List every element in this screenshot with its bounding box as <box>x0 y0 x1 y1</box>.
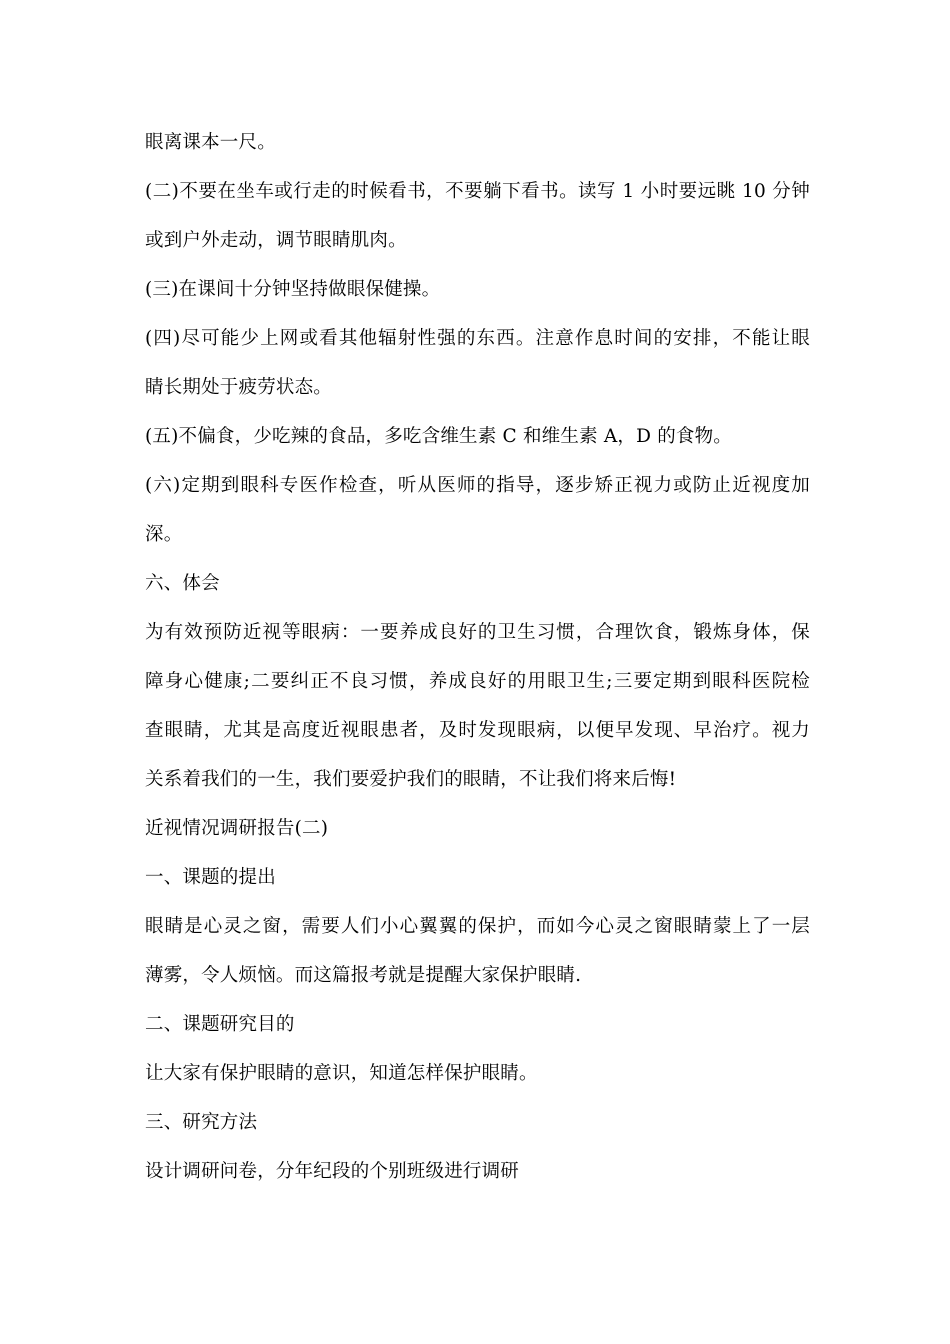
text-line: (二)不要在坐车或行走的时候看书，不要躺下看书。读写 1 小时要远眺 10 分钟 <box>145 181 810 202</box>
text-line: (三)在课间十分钟坚持做眼保健操。 <box>145 279 441 300</box>
text-line: 障身心健康;二要纠正不良习惯，养成良好的用眼卫生;三要定期到眼科医院检 <box>145 671 810 692</box>
text-line: (六)定期到眼科专医作检查，听从医师的指导，逐步矫正视力或防止近视度加 <box>145 475 810 496</box>
text-line: 查眼睛，尤其是高度近视眼患者，及时发现眼病，以便早发现、早治疗。视力 <box>145 720 810 741</box>
text-line: (五)不偏食，少吃辣的食品，多吃含维生素 C 和维生素 A，D 的食物。 <box>145 426 733 447</box>
section-heading: 三、研究方法 <box>145 1112 258 1133</box>
text-line: 眼离课本一尺。 <box>145 132 276 153</box>
section-heading: 一、课题的提出 <box>145 867 276 888</box>
text-line: 薄雾，令人烦恼。而这篇报考就是提醒大家保护眼睛. <box>145 965 582 986</box>
text-line: 关系着我们的一生，我们要爱护我们的眼睛，不让我们将来后悔! <box>145 769 677 790</box>
text-line: 睛长期处于疲劳状态。 <box>145 377 333 398</box>
section-heading: 二、课题研究目的 <box>145 1014 295 1035</box>
report-title: 近视情况调研报告(二) <box>145 818 329 839</box>
section-heading: 六、体会 <box>145 573 220 594</box>
text-line: 为有效预防近视等眼病：一要养成良好的卫生习惯，合理饮食，锻炼身体，保 <box>145 622 810 643</box>
document-body <box>145 118 810 1196</box>
text-line: 或到户外走动，调节眼睛肌肉。 <box>145 230 407 251</box>
text-line: (四)尽可能少上网或看其他辐射性强的东西。注意作息时间的安排，不能让眼 <box>145 328 810 349</box>
text-line: 让大家有保护眼睛的意识，知道怎样保护眼睛。 <box>145 1063 538 1084</box>
text-line: 深。 <box>145 524 183 545</box>
text-line: 设计调研问卷，分年纪段的个别班级进行调研 <box>145 1161 520 1182</box>
text-line: 眼睛是心灵之窗，需要人们小心翼翼的保护，而如今心灵之窗眼睛蒙上了一层 <box>145 916 810 937</box>
